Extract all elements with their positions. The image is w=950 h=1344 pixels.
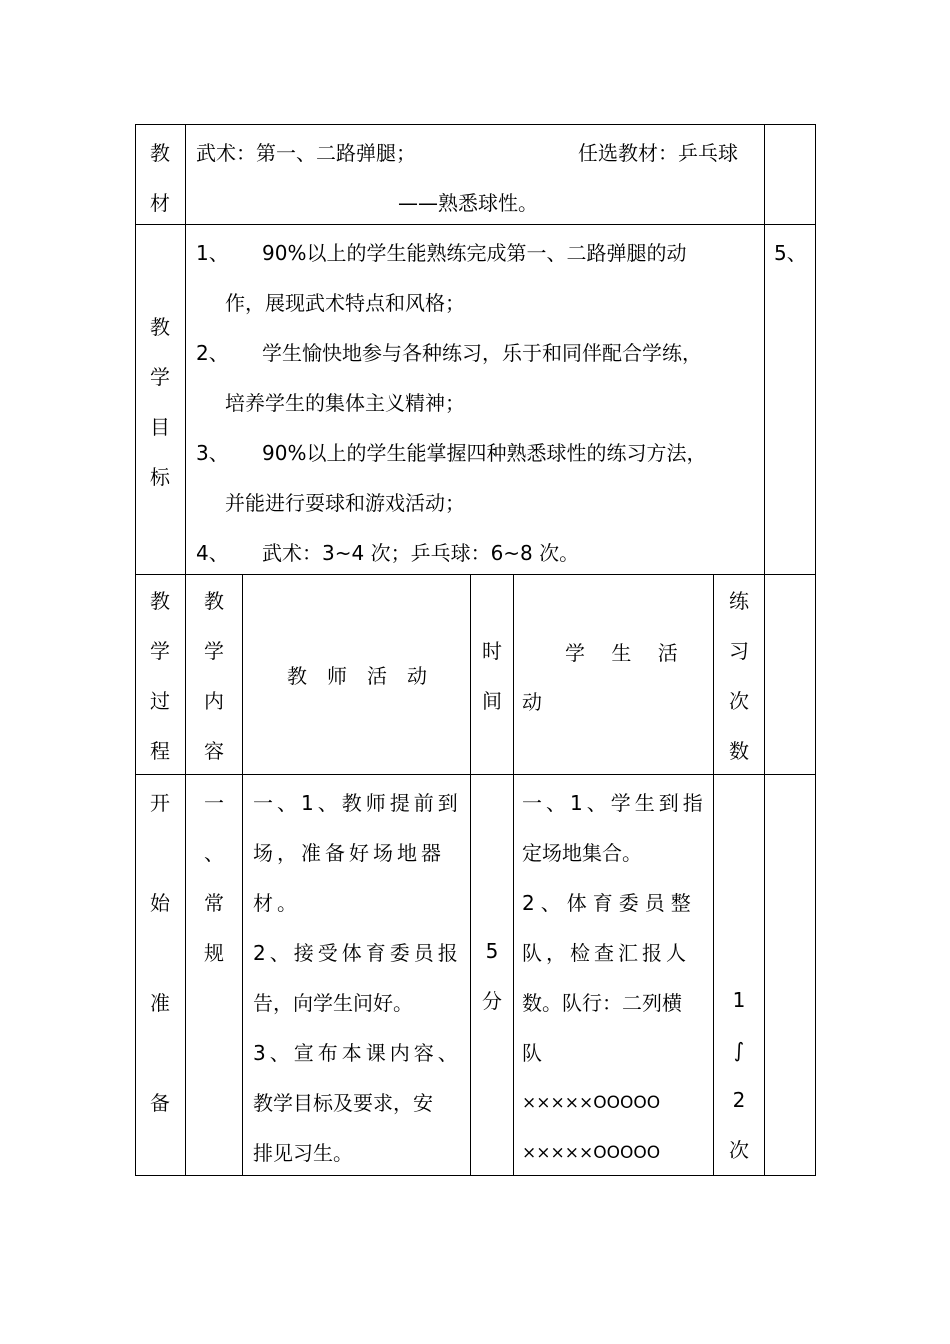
objective-3-number: 3、: [196, 441, 229, 465]
student-line: 定场地集合。: [522, 841, 642, 865]
process-header: 教 学 过 程: [150, 589, 170, 763]
practice-count-value: 1 ∫ 2 次: [729, 988, 749, 1162]
student-line: 2、体育委员整: [522, 891, 697, 915]
objective-3-text: 90%以上的学生能掌握四种熟悉球性的练习方法，: [262, 441, 707, 465]
teacher-line: 2、接受体育委员报: [253, 941, 462, 965]
col-divider: [764, 574, 765, 1176]
teacher-line: 材。: [253, 891, 301, 915]
teacher-line: 一、1、教师提前到: [253, 791, 462, 815]
formation-line: ×××××OOOOO: [522, 1093, 661, 1113]
col-divider: [470, 574, 471, 1176]
col-divider: [713, 574, 714, 1176]
objective-4-text: 武术：3~4 次；乒乓球：6~8 次。: [262, 541, 580, 565]
objective-2-text: 学生愉快地参与各种练习，乐于和同伴配合学练，: [262, 341, 702, 365]
teacher-line: 排见习生。: [253, 1141, 353, 1165]
objective-4-number: 4、: [196, 541, 229, 565]
objective-1-text: 90%以上的学生能熟练完成第一、二路弹腿的动: [262, 241, 687, 265]
student-line: 一、1、学生到指: [522, 791, 707, 815]
teacher-activity-header: 教 师 活 动: [287, 664, 427, 688]
materials-main-text: 武术：第一、二路弹腿；: [196, 141, 416, 165]
col-divider: [764, 124, 765, 574]
materials-optional-text: 任选教材：乒乓球: [578, 141, 738, 165]
materials-header: 教 材: [150, 141, 170, 215]
time-header: 时 间: [482, 639, 502, 713]
start-section-label: 开 始 准 备: [150, 791, 170, 1115]
col-divider: [513, 574, 514, 1176]
student-activity-header: 学 生 活: [565, 641, 678, 665]
objective-2-text-cont: 培养学生的集体主义精神；: [225, 391, 465, 415]
objectives-right-number: 5、: [774, 241, 807, 265]
practice-count-header: 练 习 次 数: [729, 589, 749, 763]
col-divider: [242, 574, 243, 1176]
teacher-line: 教学目标及要求，安: [253, 1091, 433, 1115]
student-line: 队: [522, 1041, 542, 1065]
routine-label: 一 、 常 规: [204, 791, 224, 965]
student-line: 队，检查汇报人: [522, 941, 690, 965]
teacher-line: 3、宣布本课内容、: [253, 1041, 462, 1065]
student-activity-header-cont: 动: [522, 690, 542, 714]
objective-2-number: 2、: [196, 341, 229, 365]
objective-1-text-cont: 作，展现武术特点和风格；: [225, 291, 465, 315]
materials-optional-continuation: ——熟悉球性。: [398, 191, 538, 215]
formation-line: ×××××OOOOO: [522, 1143, 661, 1163]
time-value: 5 分: [482, 939, 502, 1013]
student-line: 数。队行：二列横: [522, 991, 682, 1015]
teacher-line: 告，向学生问好。: [253, 991, 413, 1015]
objectives-header: 教 学 目 标: [150, 315, 170, 489]
objective-3-text-cont: 并能进行耍球和游戏活动；: [225, 491, 465, 515]
col-divider: [185, 124, 186, 1176]
teacher-line: 场，准备好场地器: [253, 841, 445, 865]
row-divider: [135, 224, 816, 225]
objective-1-number: 1、: [196, 241, 229, 265]
content-header: 教 学 内 容: [204, 589, 224, 763]
